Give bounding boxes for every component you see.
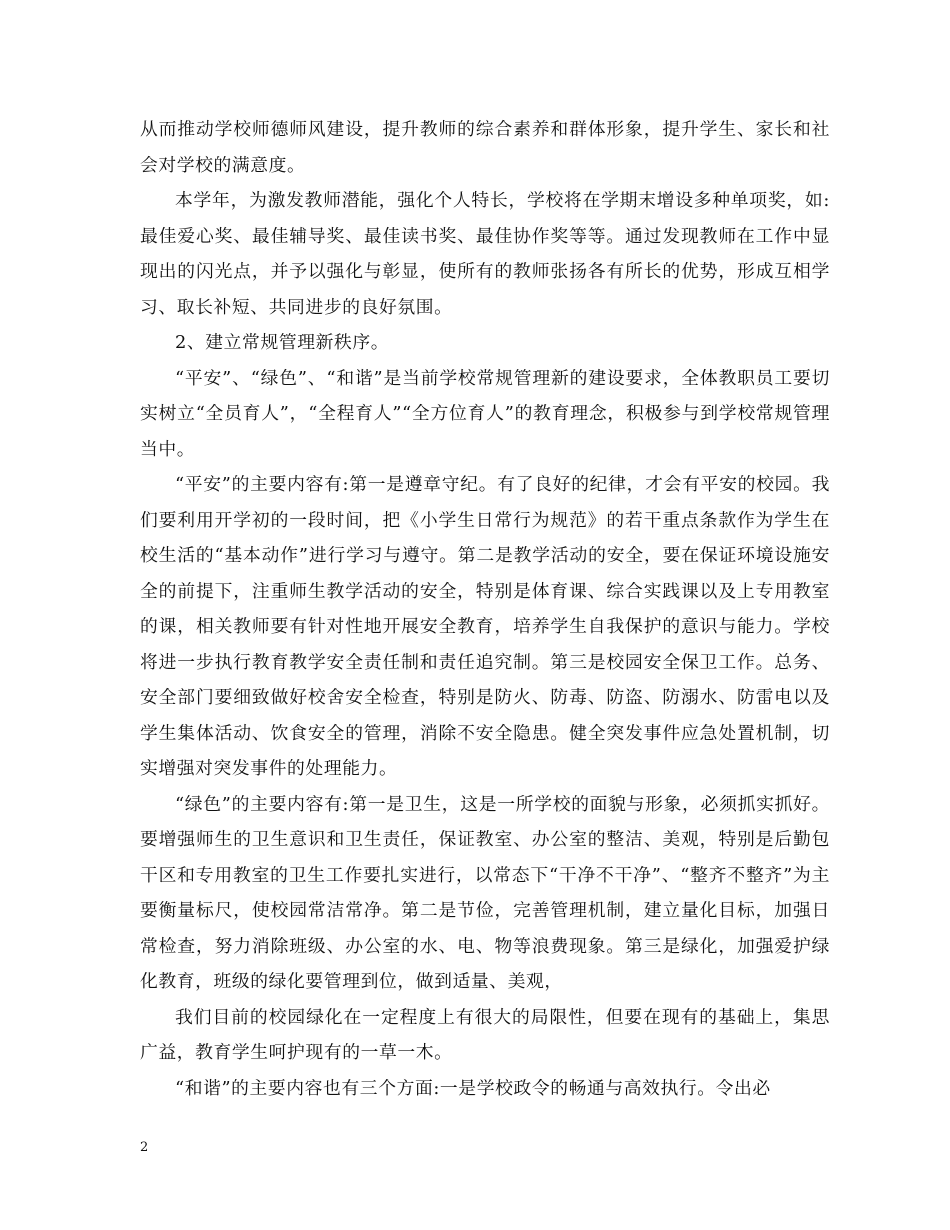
paragraph-requirements: “平安”、“绿色”、“和谐”是当前学校常规管理新的建设要求，全体教职员工要切实树立“全员育人”，“全程育人”“全方位育人”的教育理念，积极参与到学校常规管理当中。 [140, 367, 830, 460]
paragraph-harmony: “和谐”的主要内容也有三个方面:一是学校政令的畅通与高效执行。令出必 [175, 1077, 771, 1099]
paragraph-greening: 我们目前的校园绿化在一定程度上有很大的局限性，但要在现有的基础上，集思广益，教育学生呵护现有的一草一木。 [140, 1006, 830, 1063]
document-body [140, 112, 830, 1106]
paragraph-safety: “平安”的主要内容有:第一是遵章守纪。有了良好的纪律，才会有平安的校园。我们要利用开学初的一段时间，把《小学生日常行为规范》的若干重点条款作为学生在校生活的“基本动作”进行学习与遵守。第二是教学活动的安全，要在保证环境设施安全的前提下，注重师生教学活动的安全，特别是体育课、综合实践课以及上专用教室的课，相关教师要有针对性地开展安全教育，培养学生自我保护的意识与能力。学校将进一步执行教育教学安全责任制和责任追究制。第三是校园安全保卫工作。总务、安全部门要细致做好校舍安全检查，特别是防火、防毒、防盗、防溺水、防雷电以及学生集体活动、饮食安全的管理，消除不安全隐患。健全突发事件应急处置机制，切实增强对突发事件的处理能力。 [140, 474, 830, 779]
page-number: 2 [140, 1140, 149, 1155]
paragraph-continuation: 从而推动学校师德师风建设，提升教师的综合素养和群体形象，提升学生、家长和社会对学校的满意度。 [140, 119, 830, 176]
paragraph-green: “绿色”的主要内容有:第一是卫生，这是一所学校的面貌与形象，必须抓实抓好。要增强师生的卫生意识和卫生责任，保证教室、办公室的整洁、美观，特别是后勤包干区和专用教室的卫生工作要扎实进行，以常态下“干净不干净”、“整齐不整齐”为主要衡量标尺，使校园常洁常净。第二是节俭，完善管理机制，建立量化目标，加强日常检查，努力消除班级、办公室的水、电、物等浪费现象。第三是绿化，加强爱护绿化教育，班级的绿化要管理到位，做到适量、美观， [140, 793, 830, 992]
paragraph-awards: 本学年，为激发教师潜能，强化个人特长，学校将在学期末增设多种单项奖，如:最佳爱心奖、最佳辅导奖、最佳读书奖、最佳协作奖等等。通过发现教师在工作中显现出的闪光点，并予以强化与彰显，使所有的教师张扬各有所长的优势，形成互相学习、取长补短、共同进步的良好氛围。 [140, 190, 830, 318]
section-heading: 2、建立常规管理新秩序。 [175, 332, 390, 353]
